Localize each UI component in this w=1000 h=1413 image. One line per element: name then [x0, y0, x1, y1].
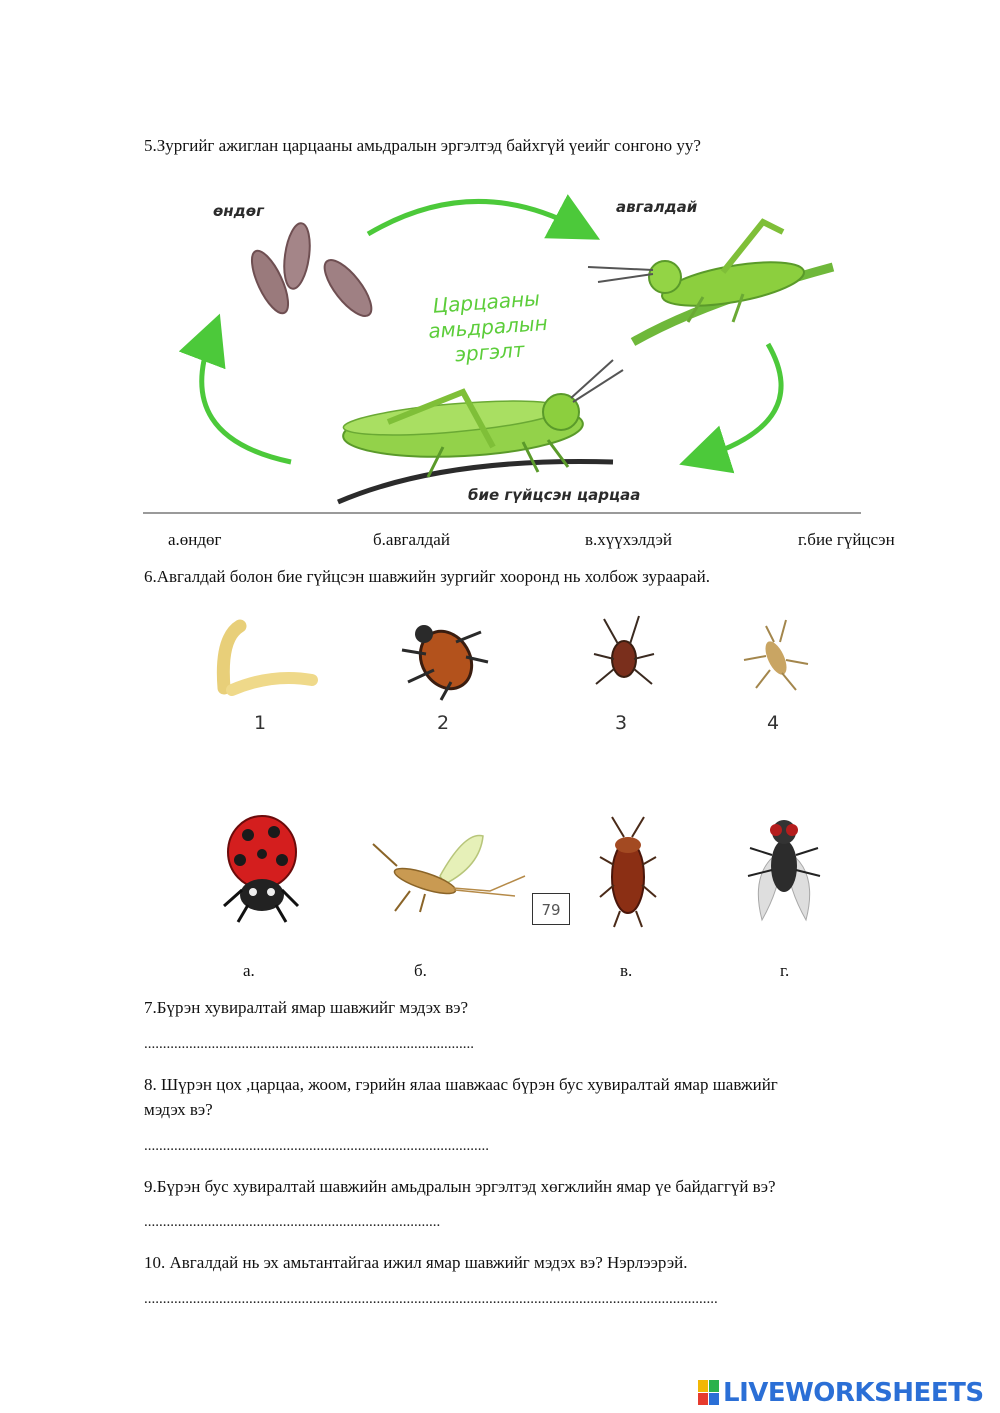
option-b[interactable]: б.авгалдай — [373, 530, 450, 549]
question-6: 6.Авгалдай болон бие гүйцсэн шавжийн зургийг хооронд нь холбож зураарай. — [144, 567, 710, 586]
liveworksheets-logo[interactable] — [698, 1376, 984, 1410]
larva-2-ladybug-larva-image — [396, 612, 491, 702]
question-7: 7.Бүрэн хувиралтай ямар шавжийг мэдэх вэ? — [144, 998, 469, 1017]
option-c[interactable]: в.хүүхэлдэй — [585, 530, 672, 549]
answer-line-9[interactable]: ............................................................................... — [144, 1214, 441, 1230]
option-a[interactable]: а.өндөг — [168, 530, 222, 549]
life-cycle-title: Царцааны амьдралын эргэлт — [427, 286, 549, 367]
grasshopper-life-cycle-figure — [143, 172, 861, 514]
answer-line-7[interactable]: ........................................................................................ — [144, 1036, 474, 1052]
larva-4-mayfly-nymph-image — [736, 618, 816, 693]
adult-a-ladybug-image — [218, 810, 303, 925]
eggs-image — [245, 222, 379, 323]
question-10: 10. Авгалдай нь эх амьтантайгаа ижил ямар шавжийг мэдэх вэ? Нэрлээрэй. — [144, 1253, 688, 1272]
egg-label: өндөг — [213, 202, 264, 220]
answer-line-8[interactable]: ............................................................................................ — [144, 1138, 489, 1154]
number-1: 1 — [253, 712, 267, 734]
question-9: 9.Бүрэн бус хувиралтай шавжийн амьдралын эргэлтэд хөгжлийн ямар үе байдаггүй вэ? — [144, 1177, 776, 1196]
arrow-egg-to-nymph — [368, 201, 578, 234]
larva-1-worm-image — [212, 618, 322, 698]
nymph-label: авгалдай — [616, 198, 698, 216]
number-3: 3 — [614, 712, 628, 734]
letter-d: г. — [780, 961, 790, 980]
logo-text: LIVEWORKSHEETS — [723, 1378, 984, 1408]
liveworksheets-icon — [698, 1380, 720, 1406]
adult-grasshopper-image — [338, 360, 623, 502]
number-2: 2 — [436, 712, 450, 734]
adult-b-mayfly-image — [365, 826, 530, 916]
larva-3-cockroach-nymph-image — [584, 614, 664, 694]
number-4: 4 — [766, 712, 780, 734]
page-number-box: 79 — [532, 893, 570, 925]
letter-c: в. — [620, 961, 633, 980]
question-8-line-1: 8. Шүрэн цох ,царцаа, жоом, гэрийн ялаа шавжаас бүрэн бус хувиралтай ямар шавжийг — [144, 1075, 778, 1094]
arrow-adult-to-egg — [202, 337, 291, 462]
question-8-line-2: мэдэх вэ? — [144, 1100, 213, 1119]
adult-label: бие гүйцсэн царцаа — [468, 486, 641, 504]
option-d[interactable]: г.бие гүйцсэн — [798, 530, 895, 549]
nymph-grasshopper-image — [588, 222, 833, 342]
answer-line-10[interactable]: ......................................................................................................................................................... — [144, 1291, 718, 1307]
letter-b: б. — [414, 961, 427, 980]
arrow-nymph-to-adult — [703, 344, 781, 457]
adult-c-cockroach-image — [598, 815, 658, 930]
adult-d-housefly-image — [744, 810, 824, 930]
letter-a: а. — [243, 961, 255, 980]
question-5: 5.Зургийг ажиглан царцааны амьдралын эргэлтэд байхгүй үеийг сонгоно уу? — [144, 136, 701, 155]
